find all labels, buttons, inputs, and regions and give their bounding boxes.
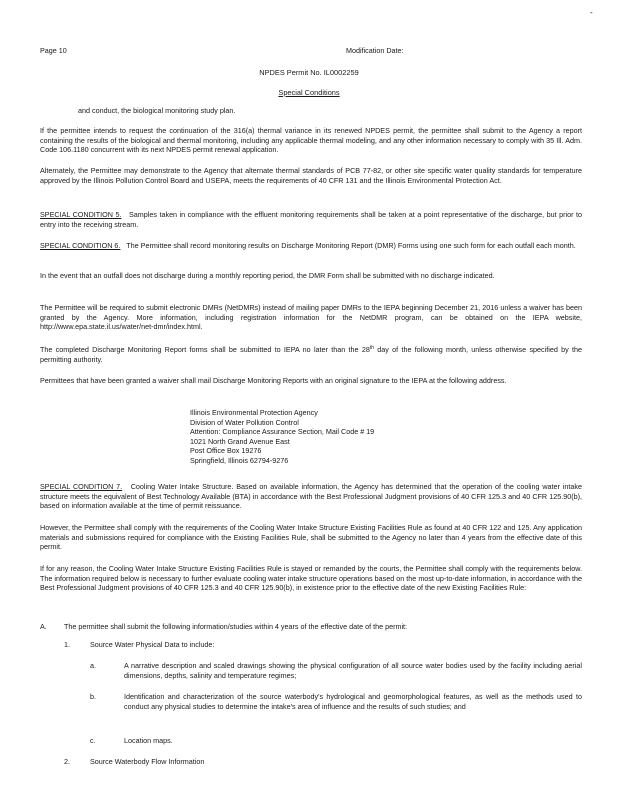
list-item-a-upper: The permittee shall submit the following information/studies within 4 years of the effective date of the permit: xyxy=(64,622,408,631)
paragraph-netdmr: The Permittee will be required to submit electronic DMRs (NetDMRs) instead of mailing paper DMRs to the IEPA beginning December 21, 2016 unless a waiver has been granted by the Agency. More information, including registration information for the NetDMR program, can be obtained on the IEPA website, http://www.epa.state.il.us/water/net-dmr/index.html. xyxy=(40,303,582,332)
permit-number: NPDES Permit No. IL0002259 xyxy=(259,68,359,77)
address-line: Post Office Box 19276 xyxy=(190,446,262,456)
special-condition-7 xyxy=(40,482,582,511)
paragraph-stayed-remanded: If for any reason, the Cooling Water Intake Structure Existing Facilities Rule is stayed or remanded by the courts, the Permittee shall comply with the requirements below. The information required below is necessary to further evaluate cooling water intake structure operations based on the most up-to-date information, in accordance with the Best Professional Judgment provisions of 40 CFR 125.3 and 40 CFR 125.90(b), in existence prior to the effective date of the new Existing Facilities Rule: xyxy=(40,564,582,593)
address-line: 1021 North Grand Avenue East xyxy=(190,436,290,446)
modification-date: Modification Date: xyxy=(346,46,404,55)
special-condition-7-text: Cooling Water Intake Structure. Based on available information, the Agency has determined that the operation of the cooling water intake structure meets the equivalent of Best Technology Available (BTA) in accordance with the Best Professional Judgment provisions of 40 CFR 125.3 and 40 CFR 125.90(b), based on information available at the time of permit reissuance. xyxy=(40,482,582,511)
paragraph-thermal-variance: If the permittee intends to request the continuation of the 316(a) thermal variance in its renewed NPDES permit, the permittee shall submit to the Agency a report containing the results of the biological and thermal monitoring, including any applicable thermal modeling, and any other information necessary to comply with 35 Ill. Adm. Code 106.1180 concurrent with its next NPDES permit renewal application. xyxy=(40,126,582,155)
list-item-a: A narrative description and scaled drawings showing the physical configuration of all source water bodies used by the facility including aerial dimensions, depths, salinity and temperature regimes; xyxy=(124,661,582,680)
deadline-text-a: The completed Discharge Monitoring Report forms shall be submitted to IEPA no later than the 28 xyxy=(40,345,370,354)
list-marker-a-upper: A. xyxy=(40,622,47,631)
paragraph-waiver: Permittees that have been granted a waiver shall mail Discharge Monitoring Reports with an original signature to the IEPA at the following address. xyxy=(40,376,507,385)
address-line: Division of Water Pollution Control xyxy=(190,417,299,427)
deadline-text-b: day of the following month, unless otherwise specified by the permitting authority. xyxy=(40,345,582,364)
address-line: Attention: Compliance Assurance Section, Mail Code # 19 xyxy=(190,427,375,437)
list-item-2: Source Waterbody Flow Information xyxy=(90,757,205,766)
paragraph-alternate-standards: Alternately, the Permittee may demonstrate to the Agency that alternate thermal standards of PCB 77-82, or other site specific water quality standards for temperature approved by the Illinois Pollution Control Board and USEPA, meets the requirements of 40 CFR 131 and the Illinois Environmental Protection Act. xyxy=(40,166,582,185)
paragraph-no-discharge: In the event that an outfall does not discharge during a monthly reporting period, the DMR Form shall be submitted with no discharge indicated. xyxy=(40,271,495,280)
special-condition-5 xyxy=(40,210,582,229)
list-marker-b: b. xyxy=(90,692,96,701)
special-condition-6-text: The Permittee shall record monitoring results on Discharge Monitoring Report (DMR) Forms using one such form for each outfall each month. xyxy=(126,241,576,250)
paragraph-study-plan: and conduct, the biological monitoring study plan. xyxy=(78,106,236,115)
list-marker-c: c. xyxy=(90,736,96,745)
special-condition-6 xyxy=(40,241,582,251)
list-marker-1: 1. xyxy=(64,640,70,649)
address-line: Illinois Environmental Protection Agency xyxy=(190,408,318,417)
address-line: Springfield, Illinois 62794-9276 xyxy=(190,455,289,465)
deadline-suffix: th xyxy=(369,345,374,351)
section-title: Special Conditions xyxy=(278,88,340,97)
list-item-c: Location maps. xyxy=(124,736,173,745)
list-marker-2: 2. xyxy=(64,757,70,766)
list-item-b: Identification and characterization of the source waterbody's hydrological and geomorphological features, as well as the methods used to conduct any physical studies to determine the intake's area of influence and the results of such studies; and xyxy=(124,692,582,711)
mailing-address xyxy=(190,408,374,466)
page-number: Page 10 xyxy=(40,46,67,55)
corner-mark: - xyxy=(590,8,593,17)
special-condition-5-label: SPECIAL CONDITION 5. xyxy=(40,210,122,219)
list-item-1: Source Water Physical Data to include: xyxy=(90,640,215,649)
special-condition-7-label: SPECIAL CONDITION 7. xyxy=(40,482,123,491)
list-marker-a: a. xyxy=(90,661,96,670)
special-condition-6-label: SPECIAL CONDITION 6. xyxy=(40,241,121,250)
special-condition-5-text: Samples taken in compliance with the effluent monitoring requirements shall be taken at a point representative of the discharge, but prior to entry into the receiving stream. xyxy=(40,210,582,229)
paragraph-submission-deadline xyxy=(40,345,582,364)
paragraph-existing-facilities-rule: However, the Permittee shall comply with the requirements of the Cooling Water Intake Structure Existing Facilities Rule as found at 40 CFR 122 and 125. Any application materials and submissions required for compliance with the Existing Facilities Rule, shall be submitted to the Agency no later than 4 years from the effective date of this permit. xyxy=(40,523,582,552)
